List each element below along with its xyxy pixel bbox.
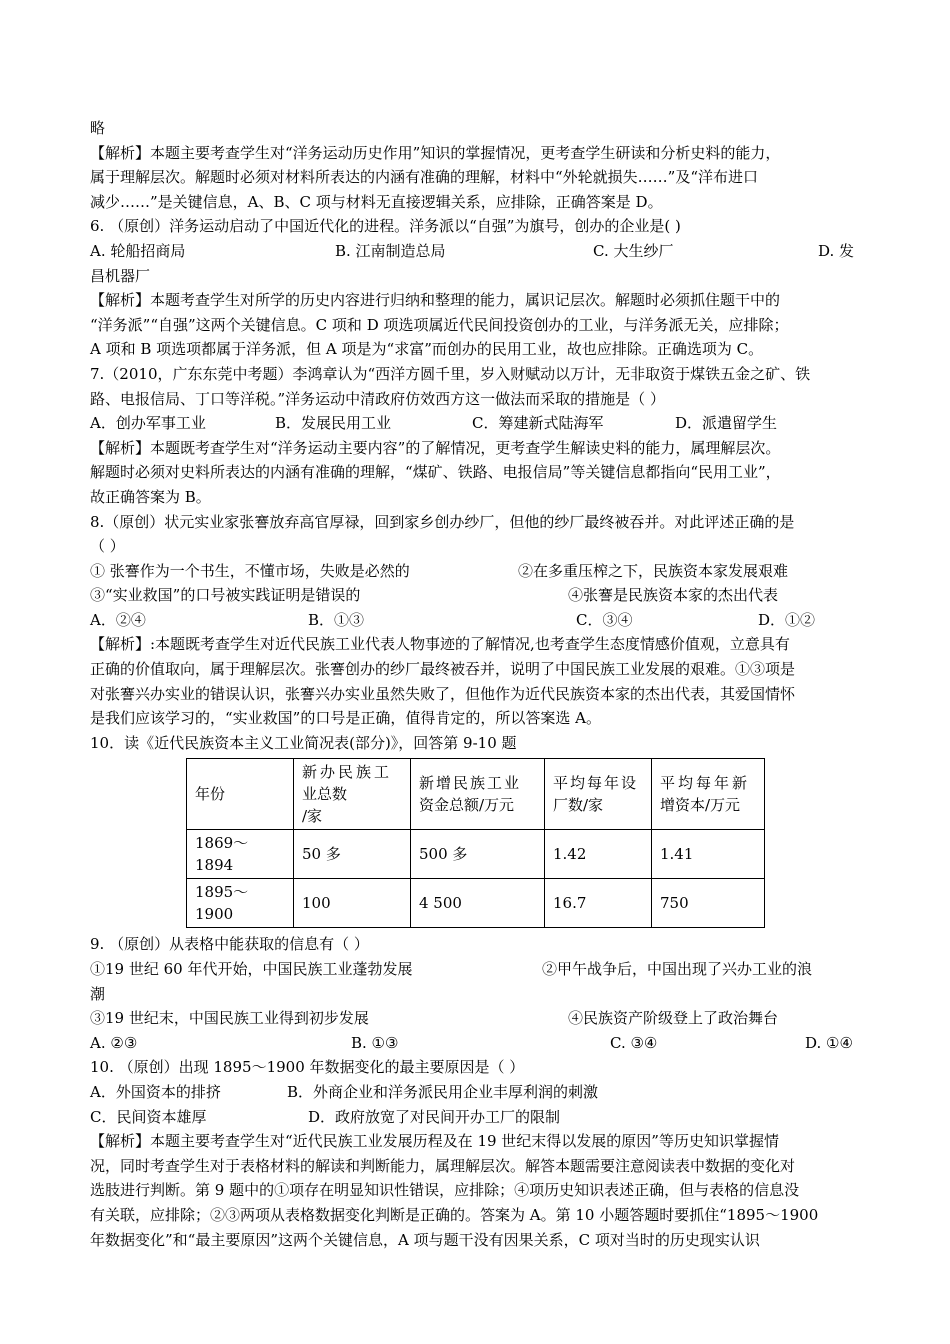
text-line: 是我们应该学习的，“实业救国”的口号是正确，值得肯定的，所以答案选 A。 bbox=[90, 709, 601, 728]
statement-4: ④民族资产阶级登上了政治舞台 bbox=[568, 1009, 779, 1028]
text-line: 略 bbox=[90, 119, 106, 137]
statement-2: ②在多重压榨之下，民族资本家发展艰难 bbox=[518, 561, 789, 580]
option-a: A．创办军事工业 bbox=[90, 414, 206, 433]
option-c: C．民间资本雄厚 bbox=[90, 1107, 207, 1126]
option-b: B．发展民用工业 bbox=[275, 414, 392, 433]
table-cell: 4 500 bbox=[411, 879, 545, 928]
text-line: 【解析】本题考查学生对所学的历史内容进行归纳和整理的能力，属识记层次。解题时必须抓住题干中的 bbox=[90, 291, 781, 310]
option-d: D．派遣留学生 bbox=[675, 414, 778, 433]
option-c: C. 大生纱厂 bbox=[593, 241, 674, 260]
option-a: A. 轮船招商局 bbox=[90, 241, 186, 260]
text-line: 故正确答案为 B。 bbox=[90, 487, 211, 506]
text-line: 昌机器厂 bbox=[90, 266, 151, 285]
question-6: 6. （原创）洋务运动启动了中国近代化的进程。洋务派以“自强”为旗号，创办的企业是( ) bbox=[90, 217, 681, 236]
option-d: D．政府放宽了对民间开办工厂的限制 bbox=[308, 1107, 561, 1126]
question-8-statements bbox=[90, 559, 870, 584]
question-10-options bbox=[90, 1105, 870, 1130]
option-a: A．②④ bbox=[90, 610, 146, 629]
option-d: D．①② bbox=[758, 610, 816, 629]
statement-3: ③19 世纪末，中国民族工业得到初步发展 bbox=[90, 1009, 369, 1028]
table-cell: 100 bbox=[294, 879, 411, 928]
question-7: 7.（2010，广东东莞中考题）李鸿章认为“西洋方圆千里，岁入财赋动以万计，无非取资于煤铁五金之矿、铁 bbox=[90, 364, 811, 383]
option-a: A．外国资本的排挤 bbox=[90, 1083, 221, 1101]
text-line: 【解析】本题既考查学生对“洋务运动主要内容”的了解情况，更考查学生解读史料的能力，属理解层次。 bbox=[90, 438, 781, 457]
statement-3: ③“实业救国”的口号被实践证明是错误的 bbox=[90, 586, 361, 605]
text-line: 有关联，应排除；②③两项从表格数据变化判断是正确的。答案为 A。第 10 小题答题时要抓住“1895～1900 bbox=[90, 1205, 819, 1224]
table-cell: 1869～1894 bbox=[187, 830, 294, 879]
question-9-options bbox=[90, 1031, 870, 1056]
text-line: 正确的价值取向，属于理解层次。张謇创办的纱厂最终被吞并，说明了中国民族工业发展的艰难。①③项是 bbox=[90, 660, 796, 679]
table-row bbox=[187, 830, 765, 879]
text-line: 况，同时考查学生对于表格材料的解读和判断能力，属理解层次。解答本题需要注意阅读表中数据的变化对 bbox=[90, 1156, 796, 1175]
header-cell: 年份 bbox=[187, 759, 294, 830]
question-8: 8.（原创）状元实业家张謇放弃高官厚禄，回到家乡创办纱厂，但他的纱厂最终被吞并。对此评述正确的是 bbox=[90, 512, 795, 531]
option-d: D. ①④ bbox=[805, 1033, 853, 1052]
table-cell: 1.41 bbox=[652, 830, 765, 879]
question-9-statements bbox=[90, 1006, 870, 1031]
option-a: A. ②③ bbox=[90, 1033, 138, 1052]
text-line: 【解析】:本题既考查学生对近代民族工业代表人物事迹的了解情况,也考查学生态度情感价值观，立意具有 bbox=[90, 635, 790, 654]
option-c: C．③④ bbox=[576, 610, 633, 629]
option-c: C. ③④ bbox=[610, 1033, 658, 1052]
text-line: 减少……”是关键信息，A、B、C 项与材料无直接逻辑关系，应排除，正确答案是 D。 bbox=[90, 192, 663, 211]
table-header-row bbox=[187, 759, 765, 830]
option-b: B．①③ bbox=[308, 610, 365, 629]
option-b: B. 江南制造总局 bbox=[335, 241, 446, 260]
industry-table bbox=[186, 758, 765, 928]
text-line: 潮 bbox=[90, 984, 106, 1003]
question-6-options bbox=[90, 239, 870, 264]
text-line: 选肢进行判断。第 9 题中的①项存在明显知识性错误，应排除；④项历史知识表述正确，但与表格的信息没 bbox=[90, 1181, 800, 1200]
table-cell: 50 多 bbox=[294, 830, 411, 879]
statement-2: ②甲午战争后，中国出现了兴办工业的浪 bbox=[542, 960, 813, 979]
table-cell: 16.7 bbox=[545, 879, 652, 928]
question-9-statements bbox=[90, 957, 870, 982]
text-line: 属于理解层次。解题时必须对材料所表达的内涵有准确的理解，材料中“外轮就损失……”及“洋布进口 bbox=[90, 168, 759, 187]
text-line: 【解析】本题主要考查学生对“洋务运动历史作用”知识的掌握情况，更考查学生研读和分析史料的能力， bbox=[90, 143, 781, 162]
text-line: 对张謇兴办实业的错误认识，张謇兴办实业虽然失败了，但他作为近代民族资本家的杰出代表，其爱国情怀 bbox=[90, 684, 796, 703]
table-cell: 750 bbox=[652, 879, 765, 928]
question-10: 10. （原创）出现 1895～1900 年数据变化的最主要原因是（ ） bbox=[90, 1058, 525, 1077]
text-line: 【解析】本题主要考查学生对“近代民族工业发展历程及在 19 世纪末得以发展的原因”等历史知识掌握情 bbox=[90, 1132, 779, 1151]
statement-1: ① 张謇作为一个书生，不懂市场，失败是必然的 bbox=[90, 561, 410, 580]
option-b: B．外商企业和洋务派民用企业丰厚利润的刺激 bbox=[287, 1083, 599, 1101]
table-row bbox=[187, 879, 765, 928]
text-line: 年数据变化”和“最主要原因”这两个关键信息，A 项与题干没有因果关系，C 项对当时的历史现实认识 bbox=[90, 1230, 760, 1249]
table-cell: 500 多 bbox=[411, 830, 545, 879]
option-c: C．筹建新式陆海军 bbox=[472, 414, 604, 433]
table-cell: 1.42 bbox=[545, 830, 652, 879]
question-10-options bbox=[90, 1080, 870, 1105]
question-8-options bbox=[90, 608, 870, 633]
question-7-options bbox=[90, 411, 870, 436]
text-line: A 项和 B 项选项都属于洋务派，但 A 项是为“求富”而创办的民用工业，故也应排除。正确选项为 C。 bbox=[90, 340, 764, 359]
text-line: 路、电报信局、丁口等洋税。”洋务运动中清政府仿效西方这一做法而采取的措施是（ ） bbox=[90, 389, 665, 408]
text-line: 解题时必须对史料所表达的内涵有准确的理解，“煤矿、铁路、电报信局”等关键信息都指向“民用工业”， bbox=[90, 463, 781, 482]
text-line: （ ） bbox=[90, 537, 125, 556]
statement-4: ④张謇是民族资本家的杰出代表 bbox=[568, 586, 779, 605]
header-cell: 平均每年新 增资本/万元 bbox=[652, 759, 765, 830]
header-cell: 平均每年设 厂数/家 bbox=[545, 759, 652, 830]
text-line: “洋务派”“自强”这两个关键信息。C 项和 D 项选项属近代民间投资创办的工业，与洋务派无关，应排除； bbox=[90, 315, 789, 334]
document-page bbox=[90, 116, 870, 1252]
table-intro: 10．读《近代民族资本主义工业简况表(部分)》，回答第 9-10 题 bbox=[90, 733, 517, 752]
header-cell: 新增民族工业 资金总额/万元 bbox=[411, 759, 545, 830]
header-cell: 新办民族工 业总数 /家 bbox=[294, 759, 411, 830]
statement-1: ①19 世纪 60 年代开始，中国民族工业蓬勃发展 bbox=[90, 960, 413, 979]
option-d: D. 发 bbox=[818, 241, 855, 260]
table-cell: 1895～1900 bbox=[187, 879, 294, 928]
question-8-statements bbox=[90, 583, 870, 608]
question-9: 9. （原创）从表格中能获取的信息有（ ） bbox=[90, 935, 369, 954]
option-b: B. ①③ bbox=[351, 1033, 399, 1052]
